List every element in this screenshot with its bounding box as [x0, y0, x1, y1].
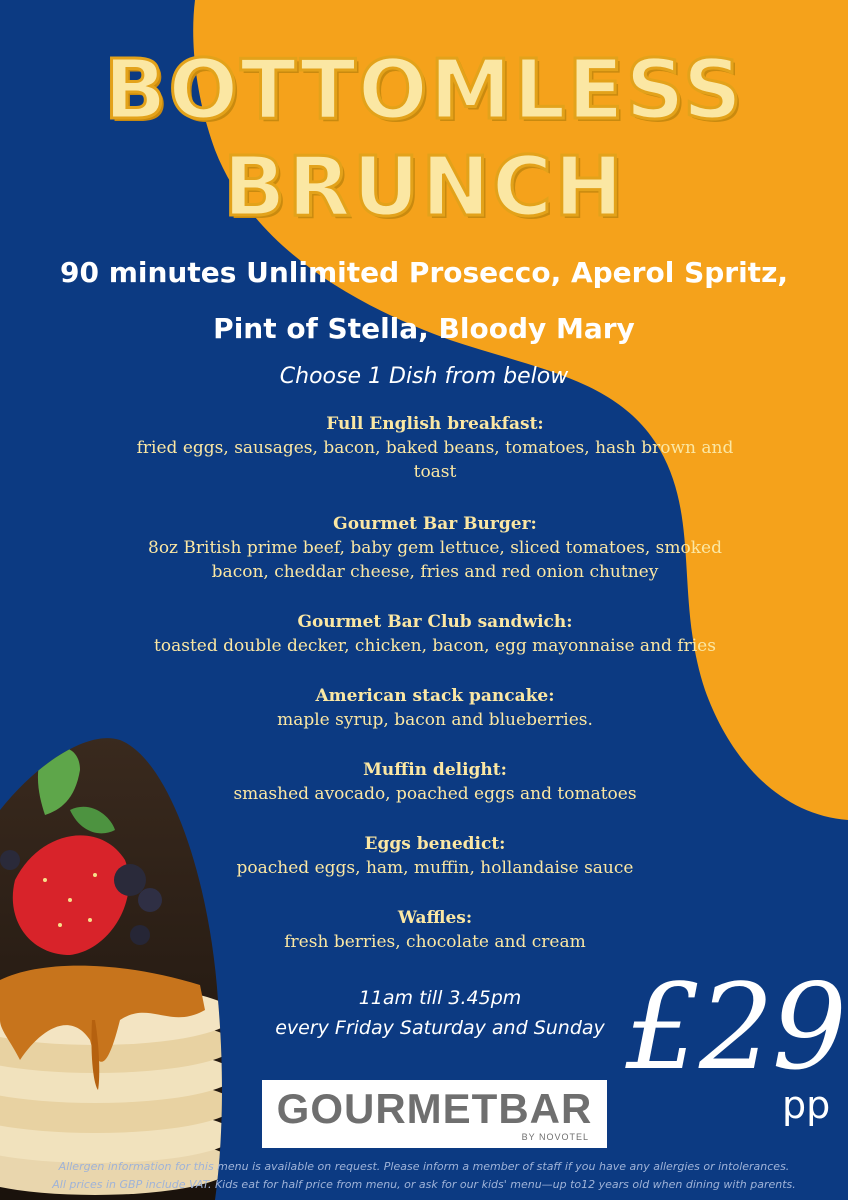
dish-description: toast	[413, 462, 457, 482]
dish-description: maple syrup, bacon and blueberries.	[277, 710, 593, 730]
serving-days: every Friday Saturday and Sunday	[275, 1017, 605, 1039]
dish-name: Gourmet Bar Club sandwich:	[297, 612, 573, 632]
dish-description: 8oz British prime beef, baby gem lettuce, sliced tomatoes, smoked	[148, 538, 722, 558]
dish-waffles	[70, 906, 800, 954]
dish-eggs-benedict	[70, 832, 800, 880]
dish-name: American stack pancake:	[315, 686, 555, 706]
dish-name: Gourmet Bar Burger:	[333, 514, 537, 534]
dish-description: fresh berries, chocolate and cream	[284, 932, 586, 952]
dish-burger	[70, 512, 800, 584]
choose-instruction: Choose 1 Dish from below	[279, 364, 569, 389]
logo-wordmark: GOURMETBAR	[276, 1085, 593, 1132]
dish-muffin	[70, 758, 800, 806]
dish-description: bacon, cheddar cheese, fries and red onion chutney	[211, 562, 659, 582]
dish-description: smashed avocado, poached eggs and tomatoes	[233, 784, 637, 804]
drinks-line-1: 90 minutes Unlimited Prosecco, Aperol Spritz,	[59, 256, 788, 289]
allergen-footnote: Allergen information for this menu is available on request. Please inform a member of staff if you have any allergies or intolerances.	[58, 1160, 790, 1173]
serving-time: 11am till 3.45pm	[358, 987, 522, 1009]
pricing-footnote: All prices in GBP include VAT. Kids eat for half price from menu, or ask for our kids' menu—up to12 years old when dining with parents.	[52, 1178, 796, 1191]
dish-club-sandwich	[70, 610, 800, 658]
price-unit: pp	[782, 1083, 831, 1127]
dish-name: Eggs benedict:	[364, 834, 506, 854]
title-line-2: BRUNCH	[223, 140, 625, 235]
dish-name: Waffles:	[397, 908, 473, 928]
dish-description: toasted double decker, chicken, bacon, egg mayonnaise and fries	[154, 636, 716, 656]
dish-description: poached eggs, ham, muffin, hollandaise sauce	[236, 858, 634, 878]
gourmetbar-logo	[262, 1080, 607, 1148]
dish-name: Muffin delight:	[363, 760, 507, 780]
logo-subtitle: BY NOVOTEL	[521, 1132, 589, 1142]
drinks-line-2: Pint of Stella, Bloody Mary	[213, 312, 635, 345]
dish-full-english	[70, 412, 800, 484]
dish-name: Full English breakfast:	[326, 414, 544, 434]
price-amount: £29	[625, 958, 845, 1096]
dish-pancake	[70, 684, 800, 732]
title-line-1: BOTTOMLESS	[104, 43, 744, 138]
dish-description: fried eggs, sausages, bacon, baked beans, tomatoes, hash brown and	[136, 438, 734, 458]
